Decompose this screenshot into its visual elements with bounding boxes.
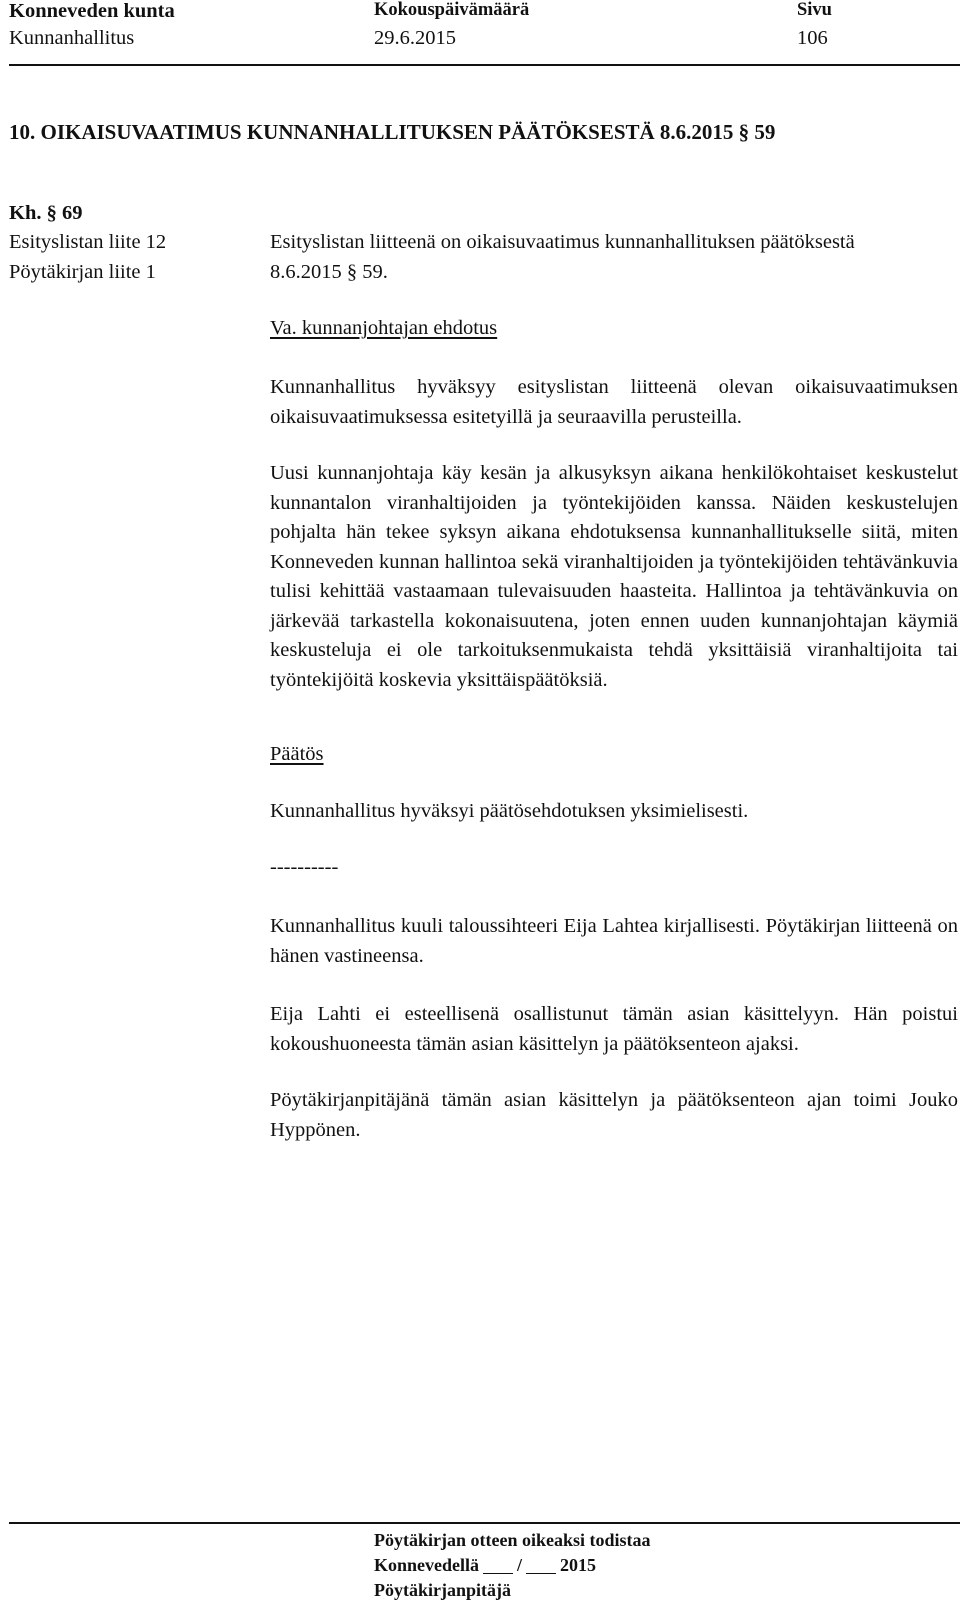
header-date-label: Kokouspäivämäärä xyxy=(374,0,530,20)
footer-year: 2015 xyxy=(560,1555,597,1575)
header-org: Konneveden kunta xyxy=(9,0,175,22)
day-blank xyxy=(483,1555,513,1574)
footer-slash: / xyxy=(517,1555,523,1575)
section-number: Kh. § 69 xyxy=(9,202,83,224)
proposal-heading: Va. kunnanjohtajan ehdotus xyxy=(270,317,498,339)
footer-certification: Pöytäkirjan otteen oikeaksi todistaa xyxy=(374,1530,651,1550)
decision-text: Kunnanhallitus hyväksyi päätösehdotuksen yksimielisesti. xyxy=(270,800,749,822)
month-blank xyxy=(526,1555,556,1574)
item-title: 10. OIKAISUVAATIMUS KUNNANHALLITUKSEN PÄÄTÖKSESTÄ 8.6.2015 § 59 xyxy=(9,120,776,144)
minutes-attachment-label: Pöytäkirjan liite 1 xyxy=(9,261,156,283)
decision-heading: Päätös xyxy=(270,743,324,765)
agenda-attachment-label: Esityslistan liite 12 xyxy=(9,231,167,253)
header-date: 29.6.2015 xyxy=(374,27,456,49)
separator-dashes: ---------- xyxy=(270,856,339,878)
proposal-paragraph-2: Uusi kunnanjohtaja käy kesän ja alkusyksyn aikana henkilökohtaiset keskustelut kunnantalon viranhaltijoiden ja työntekijöiden kanssa. Näiden keskustelujen pohjalta hän tekee syksyn aikana ehdotuksensa kunnanhallitukselle siitä, miten Konneveden kunnan hallintoa sekä viranhaltijoiden ja työntekijöiden tehtävänkuvia tulisi kehittää vastaamaan tulevaisuuden haasteita. Hallintoa ja tehtävänkuvia on järkevää tarkastella kokonaisuutena, joten ennen uuden kunnanjohtajan käymiä keskusteluja ei ole tarkoituksenmukaista tehdä yksittäisiä viranhaltijoita tai työntekijöitä koskevia yksittäispäätöksiä. xyxy=(270,462,958,691)
header-page-label: Sivu xyxy=(797,0,832,20)
note-disqualification: Eija Lahti ei esteellisenä osallistunut tämän asian käsittelyyn. Hän poistui kokoushuoneesta tämän asian käsittelyn ja päätöksenteon ajaksi. xyxy=(270,1003,958,1055)
footer-secretary-label: Pöytäkirjanpitäjä xyxy=(374,1580,511,1600)
footer-rule xyxy=(9,1522,960,1524)
note-hearing: Kunnanhallitus kuuli taloussihteeri Eija Lahtea kirjallisesti. Pöytäkirjan liitteenä on hänen vastineensa. xyxy=(270,915,958,967)
note-secretary: Pöytäkirjanpitäjänä tämän asian käsittelyn ja päätöksenteon ajan toimi Jouko Hyppönen. xyxy=(270,1089,958,1141)
footer-place: Konnevedellä xyxy=(374,1555,480,1575)
attachment-text-line2: 8.6.2015 § 59. xyxy=(270,261,388,283)
header-page: 106 xyxy=(797,27,828,49)
header-body: Kunnanhallitus xyxy=(9,27,135,49)
header-rule xyxy=(9,64,960,66)
proposal-paragraph-1: Kunnanhallitus hyväksyy esityslistan liitteenä olevan oikaisuvaatimuksen oikaisuvaatimuksessa esitetyillä ja seuraavilla perusteilla. xyxy=(270,376,958,428)
attachment-text-line1: Esityslistan liitteenä on oikaisuvaatimus kunnanhallituksen päätöksestä xyxy=(270,231,855,253)
footer-place-date xyxy=(374,1555,596,1576)
